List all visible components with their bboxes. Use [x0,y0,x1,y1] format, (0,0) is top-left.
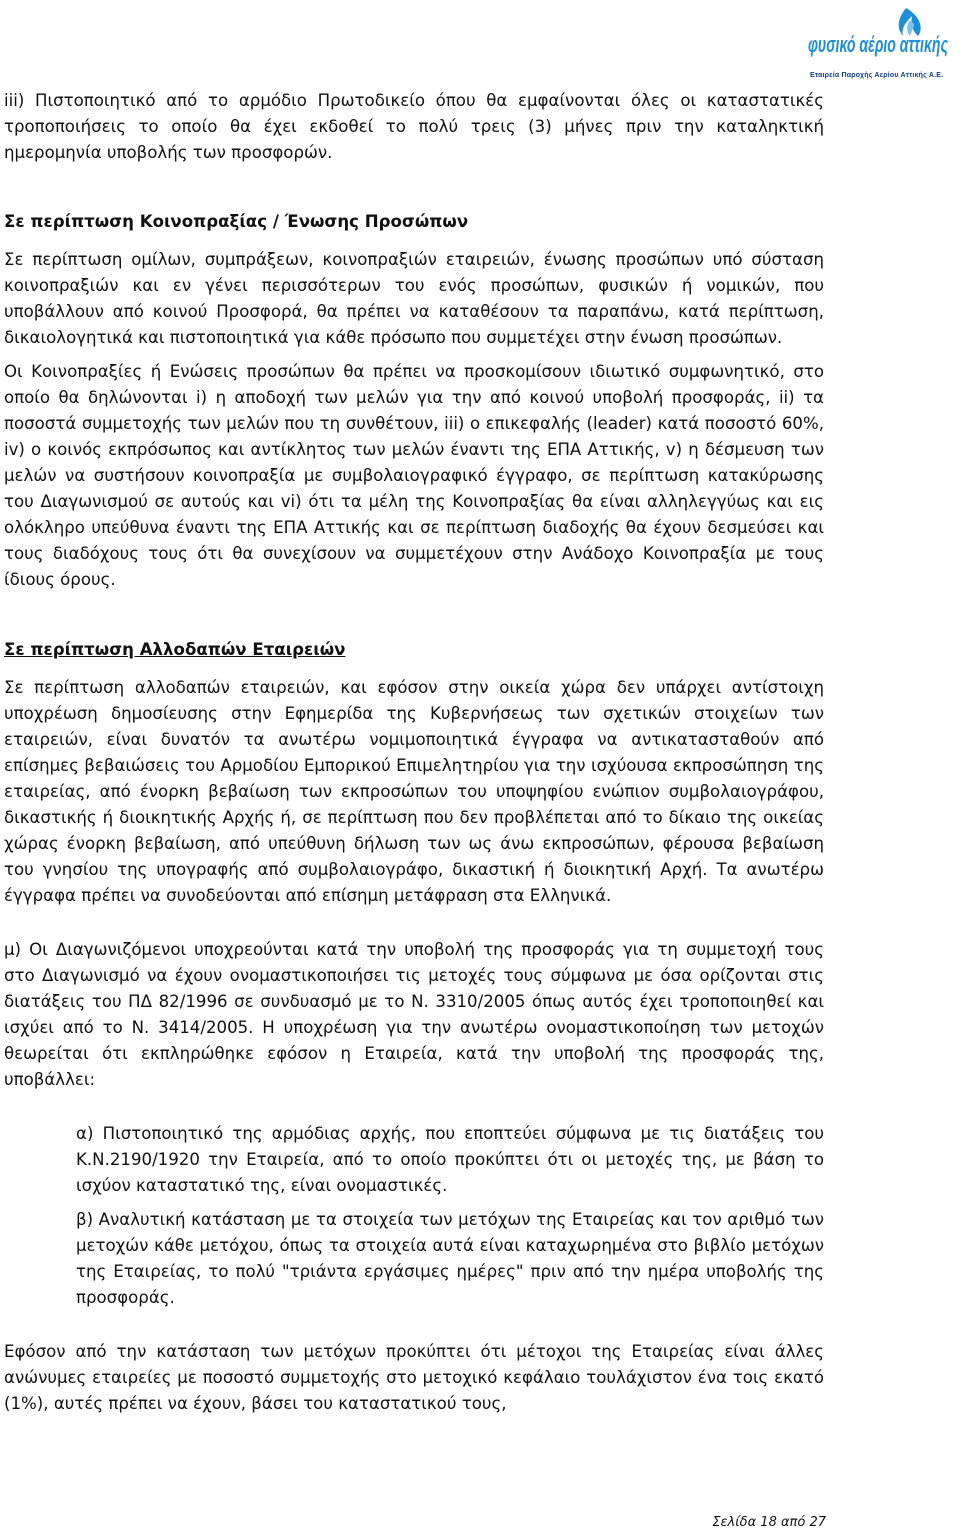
list-item-a: α) Πιστοποιητικό της αρμόδιας αρχής, που εποπτεύει σύμφωνα με τις διατάξεις του Κ.Ν.2190/1920 την Εταιρεία, από το οποίο προκύπτει ότι οι μετοχές της, με βάση το ισχύον καταστατικό της, είναι ονομαστικές. [76,1124,824,1195]
logo-subtitle: Εταιρεία Παροχής Αερίου Αττικής Α.Ε. [810,72,944,79]
list-item-b: β) Αναλυτική κατάσταση με τα στοιχεία των μετόχων της Εταιρείας και τον αριθμό των μετοχών κάθε μετόχου, όπως τα στοιχεία αυτά είναι καταχωρημένα στο βιβλίο μετόχων της Εταιρείας, το πολύ "τριάντα εργάσιμες ημέρες" πριν από την ημέρα υποβολής της προσφοράς. [76,1210,824,1307]
paragraph-joint-2: Οι Κοινοπραξίες ή Ενώσεις προσώπων θα πρέπει να προσκομίσουν ιδιωτικό συμφωνητικό, στο οποίο θα δηλώνονται i) η αποδοχή των μελών για την από κοινού υποβολή προσφοράς, ii) τα ποσοστά συμμετοχής των μελών που τη συνθέτουν, iii) ο επικεφαλής (leader) κατά ποσοστό 60%, iv) ο κοινός εκπρόσωπος και αντίκλητος των μελών έναντι της ΕΠΑ Αττικής, v) η δέσμευση των μελών να συστήσουν κοινοπραξία με συμβολαιογραφικό έγγραφο, σε περίπτωση κατακύρωσης του Διαγωνισμού σε αυτούς και vi) ότι τα μέλη της Κοινοπραξίας θα είναι αλληλεγγύως και εις ολόκληρο υπεύθυνα έναντι της ΕΠΑ Αττικής και σε περίπτωση διαδοχής θα έχουν δεσμεύσει και τους διαδόχους τους ότι θα συνεχίσουν να συμμετέχουν στην Ανάδοχο Κοινοπραξία με τους ίδιους όρους. [4,362,824,589]
paragraph-iii: iii) Πιστοποιητικό από το αρμόδιο Πρωτοδικείο όπου θα εμφαίνονται όλες οι καταστατικές τροποποιήσεις το οποίο θα έχει εκδοθεί το πολύ τρεις (3) μήνες πριν την καταληκτική ημερομηνία υποβολής των προσφορών. [4,91,824,162]
paragraph-foreign: Σε περίπτωση αλλοδαπών εταιρειών, και εφόσον στην οικεία χώρα δεν υπάρχει αντίστοιχη υποχρέωση δημοσίευσης στην Εφημερίδα της Κυβερνήσεως των σχετικών στοιχείων των εταιρειών, είναι δυνατόν τα ανωτέρω νομιμοποιητικά έγγραφα να αντικατασταθούν από επίσημες βεβαιώσεις του Αρμοδίου Εμπορικού Επιμελητηρίου για την ισχύουσα εκπροσώπηση της εταιρείας, από ένορκη βεβαίωση των εκπροσώπων του υποψηφίου ενώπιον συμβολαιογράφου, δικαστικής ή διοικητικής Αρχής ή, σε περίπτωση που δεν προβλέπεται από το δίκαιο της οικείας χώρας ένορκη βεβαίωση, από υπεύθυνη δήλωση των ως άνω εκπροσώπων, φέρουσα βεβαίωση του γνησίου της υπογραφής από συμβολαιογράφο, δικαστική ή διοικητική Αρχή. Τα ανωτέρω έγγραφα πρέπει να συνοδεύονται από επίσημη μετάφραση στα Ελληνικά. [4,678,824,905]
svg-text:φυσικό αέριο αττικής: φυσικό αέριο αττικής [808,32,949,57]
logo-flame-icon [806,2,952,74]
heading-foreign-companies: Σε περίπτωση Αλλοδαπών Εταιρειών [4,640,346,659]
paragraph-joint-1: Σε περίπτωση ομίλων, συμπράξεων, κοινοπραξιών εταιρειών, ένωσης προσώπων υπό σύσταση κοινοπραξιών και εν γένει περισσότερων του ενός προσώπων, φυσικών ή νομικών, που υποβάλλουν από κοινού Προσφορά, θα πρέπει να καταθέσουν τα παραπάνω, κατά περίπτωση, δικαιολογητικά και πιστοποιητικά για κάθε πρόσωπο που συμμετέχει στην ένωση προσώπων. [4,250,824,347]
company-logo [806,2,952,82]
paragraph-last: Εφόσον από την κατάσταση των μετόχων προκύπτει ότι μέτοχοι της Εταιρείας είναι άλλες ανώνυμες εταιρείες με ποσοστό συμμετοχής στο μετοχικό κεφάλαιο τουλάχιστον ένα τοις εκατό (1%), αυτές πρέπει να έχουν, βάσει του καταστατικού τους, [4,1342,824,1413]
heading-joint-venture: Σε περίπτωση Κοινοπραξίας / Ένωσης Προσώπων [4,212,469,231]
document-body [4,88,824,1417]
page-number: Σελίδα 18 από 27 [712,1515,826,1530]
paragraph-mu: μ) Οι Διαγωνιζόμενοι υποχρεούνται κατά την υποβολή της προσφοράς για τη συμμετοχή τους στο Διαγωνισμό να έχουν ονομαστικοποιήσει τις μετοχές τους σύμφωνα με όσα ορίζονται στις διατάξεις του ΠΔ 82/1996 σε συνδυασμό με το Ν. 3310/2005 όπως αυτός έχει τροποποιηθεί και ισχύει από το Ν. 3414/2005. Η υποχρέωση για την ανωτέρω ονομαστικοποίηση των μετοχών θεωρείται ότι εκπληρώθηκε εφόσον η Εταιρεία, κατά την υποβολή της προσφοράς της, υποβάλλει: [4,940,824,1089]
